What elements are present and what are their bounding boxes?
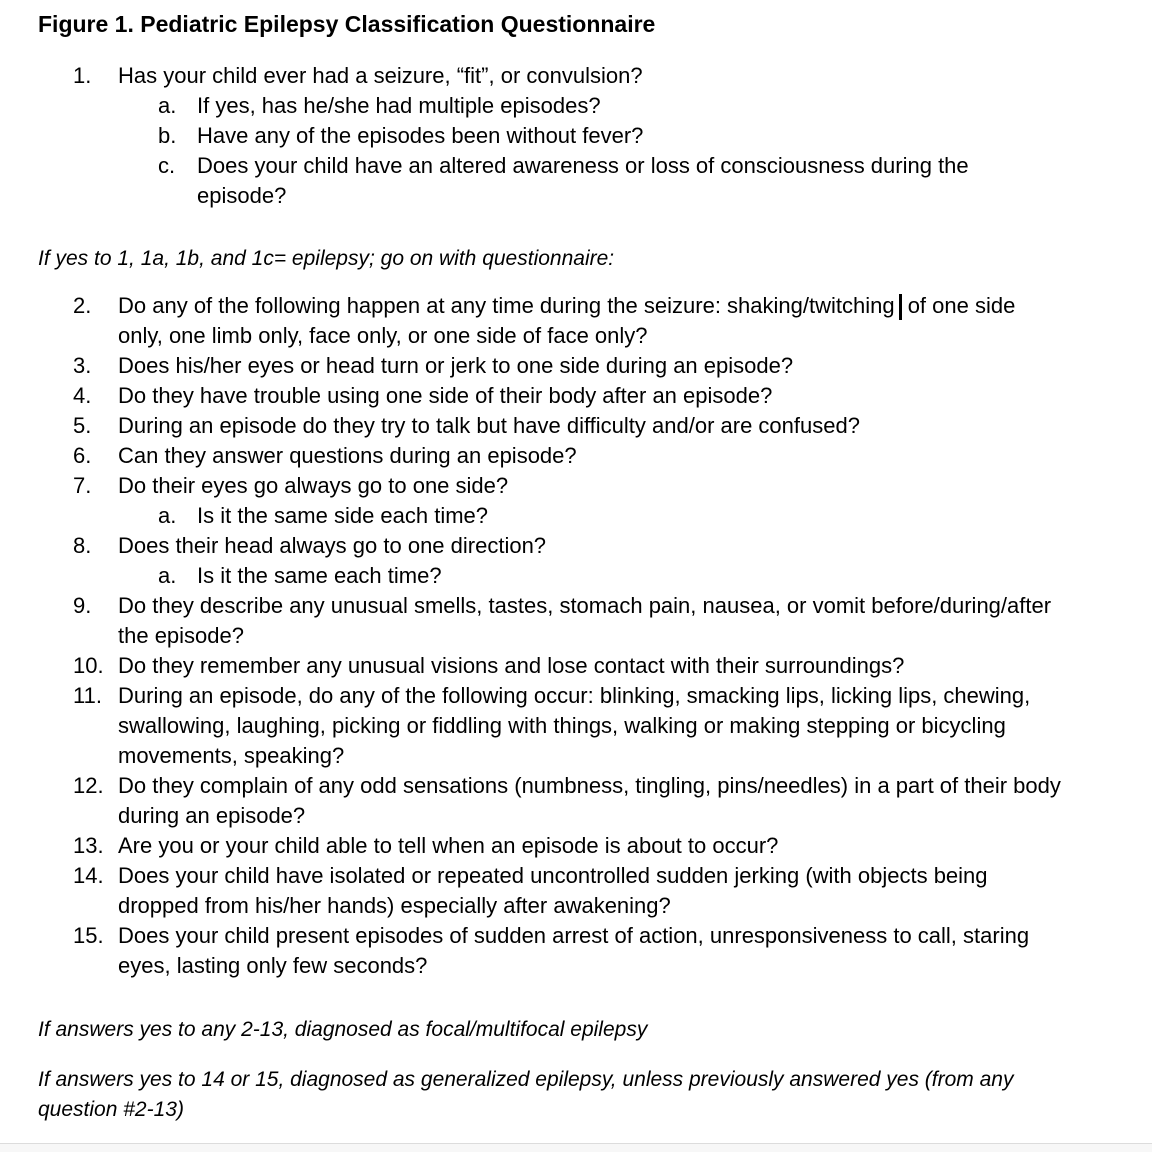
question-number: 6.: [73, 443, 92, 468]
question-item: [73, 61, 1152, 211]
question-body: [118, 651, 1062, 681]
sub-question-body: [197, 561, 1057, 591]
question-text[interactable]: of one side only, one limb only, face only, or one side of face only?: [118, 293, 1016, 348]
question-item: [73, 831, 1152, 861]
sub-question-letter: b.: [158, 123, 177, 148]
question-text[interactable]: Can they answer questions during an episode?: [118, 443, 577, 468]
figure-title[interactable]: Figure 1. Pediatric Epilepsy Classification Questionnaire: [38, 11, 656, 37]
sub-question-letter: a.: [158, 93, 177, 118]
question-text[interactable]: Do they have trouble using one side of their body after an episode?: [118, 383, 773, 408]
question-text[interactable]: Does their head always go to one direction?: [118, 533, 547, 558]
question-number: 12.: [73, 773, 104, 798]
question-number: 9.: [73, 593, 92, 618]
question-text[interactable]: Do any of the following happen at any time during the seizure: shaking/twitching: [118, 293, 895, 318]
question-body: [118, 61, 1062, 211]
question-body: [118, 291, 1062, 351]
footnote-focal[interactable]: If answers yes to any 2-13, diagnosed as focal/multifocal epilepsy: [38, 1018, 648, 1041]
question-item: [73, 471, 1152, 531]
question-text[interactable]: During an episode, do any of the following occur: blinking, smacking lips, licking lips, chewing, swallowing, laughing, picking or fiddling with things, walking or making stepping or bicycling movements, speaking?: [118, 683, 1031, 768]
question-body: [118, 921, 1062, 981]
question-body: [118, 771, 1062, 831]
question-body: [118, 441, 1062, 471]
question-item: [73, 411, 1152, 441]
question-body: [118, 471, 1062, 531]
sub-question-text[interactable]: Is it the same side each time?: [197, 503, 489, 528]
question-text[interactable]: Do their eyes go always go to one side?: [118, 473, 509, 498]
question-number: 4.: [73, 383, 92, 408]
question-text[interactable]: Does his/her eyes or head turn or jerk to one side during an episode?: [118, 353, 794, 378]
question-item: [73, 351, 1152, 381]
sub-question-letter: a.: [158, 563, 177, 588]
sub-question-letter: a.: [158, 503, 177, 528]
question-item: [73, 441, 1152, 471]
window-bottom-edge: [0, 1143, 1152, 1152]
question-body: [118, 861, 1062, 921]
question-text[interactable]: Do they complain of any odd sensations (numbness, tingling, pins/needles) in a part of their body during an episode?: [118, 773, 1061, 828]
sub-question-item: [158, 151, 1062, 211]
question-number: 3.: [73, 353, 92, 378]
sub-question-letter: c.: [158, 153, 176, 178]
question-body: [118, 831, 1062, 861]
question-body: [118, 681, 1062, 771]
question-item: [73, 921, 1152, 981]
footnote-generalized[interactable]: If answers yes to 14 or 15, diagnosed as generalized epilepsy, unless previously answered yes (from any question #2-13): [38, 1068, 1014, 1121]
sub-question-body: [197, 91, 1057, 121]
sub-question-body: [197, 121, 1057, 151]
sub-question-item: [158, 91, 1062, 121]
sub-question-text[interactable]: If yes, has he/she had multiple episodes?: [197, 93, 601, 118]
question-number: 2.: [73, 293, 92, 318]
question-number: 10.: [73, 653, 104, 678]
question-number: 5.: [73, 413, 92, 438]
question-body: [118, 381, 1062, 411]
sub-question-text[interactable]: Is it the same each time?: [197, 563, 442, 588]
question-body: [118, 591, 1062, 651]
question-item: [73, 681, 1152, 771]
sub-question-text[interactable]: Have any of the episodes been without fever?: [197, 123, 644, 148]
question-list-main: [0, 291, 1152, 981]
question-text[interactable]: Are you or your child able to tell when an episode is about to occur?: [118, 833, 779, 858]
mid-note[interactable]: If yes to 1, 1a, 1b, and 1c= epilepsy; go on with questionnaire:: [38, 247, 615, 270]
question-item: [73, 651, 1152, 681]
question-text[interactable]: Do they remember any unusual visions and lose contact with their surroundings?: [118, 653, 905, 678]
question-text[interactable]: Has your child ever had a seizure, “fit”, or convulsion?: [118, 63, 643, 88]
question-list-intro: [0, 61, 1152, 211]
sub-question-text[interactable]: Does your child have an altered awareness or loss of consciousness during the episode?: [197, 153, 969, 208]
question-number: 14.: [73, 863, 104, 888]
question-item: [73, 861, 1152, 921]
question-body: [118, 351, 1062, 381]
sub-question-body: [197, 501, 1057, 531]
question-number: 15.: [73, 923, 104, 948]
question-number: 1.: [73, 63, 92, 88]
question-item: [73, 591, 1152, 651]
question-text[interactable]: During an episode do they try to talk but have difficulty and/or are confused?: [118, 413, 860, 438]
question-item: [73, 771, 1152, 831]
question-item: [73, 381, 1152, 411]
question-number: 7.: [73, 473, 92, 498]
question-number: 11.: [73, 683, 102, 708]
question-item: [73, 531, 1152, 591]
question-item: [73, 291, 1152, 351]
question-text[interactable]: Does your child have isolated or repeated uncontrolled sudden jerking (with objects being dropped from his/her hands) especially after awakening?: [118, 863, 988, 918]
question-text[interactable]: Do they describe any unusual smells, tastes, stomach pain, nausea, or vomit before/during/after the episode?: [118, 593, 1052, 648]
question-number: 13.: [73, 833, 104, 858]
question-text[interactable]: Does your child present episodes of sudden arrest of action, unresponsiveness to call, staring eyes, lasting only few seconds?: [118, 923, 1030, 978]
question-body: [118, 531, 1062, 591]
sub-question-item: [158, 501, 1062, 531]
question-body: [118, 411, 1062, 441]
sub-question-item: [158, 121, 1062, 151]
question-number: 8.: [73, 533, 92, 558]
sub-question-item: [158, 561, 1062, 591]
sub-question-body: [197, 151, 1057, 211]
